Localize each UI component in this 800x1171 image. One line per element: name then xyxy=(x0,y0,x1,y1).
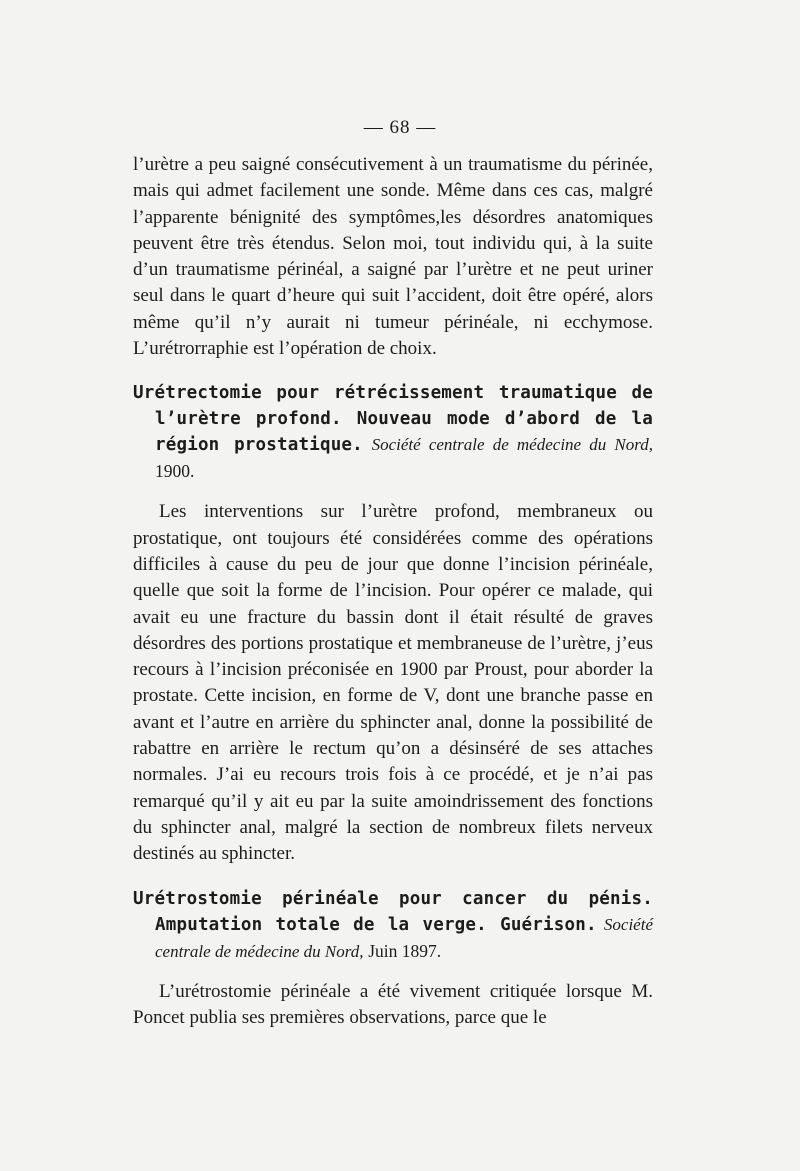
spacer xyxy=(133,485,653,499)
section-year: Juin 1897. xyxy=(368,940,442,961)
section-title: Urétrectomie pour rétrécissement traumatique de l’urètre profond. Nouveau mode d’abord de la région prostatique. xyxy=(133,383,653,456)
section-body: L’urétrostomie périnéale a été vivement critiquée lorsque M. Poncet publia ses premières observations, parce que le xyxy=(133,980,653,1028)
page-content xyxy=(133,152,653,1031)
section-uretrostomie xyxy=(133,886,653,1032)
intro-paragraph: l’urètre a peu saigné consécutivement à un traumatisme du périnée, mais qui admet facilement une sonde. Même dans ces cas, malgré l’apparente bénignité des symptômes,les désordres anatomiques peuvent être très étendus. Selon moi, tout individu qui, à la suite d’un traumatisme périnéal, a saigné par l’urètre et ne peut uriner seul dans le quart d’heure qui suit l’accident, doit être opéré, alors même qu’il n’y aurait ni tumeur périnéale, ni ecchymose. L’urétrorraphie est l’opération de choix. xyxy=(133,154,653,360)
page-number: — 68 — xyxy=(363,117,437,138)
section-source: Société centrale de médecine du Nord, xyxy=(371,435,653,455)
section-year: 1900. xyxy=(155,461,195,482)
section-heading xyxy=(133,886,653,965)
section-uretrectomie xyxy=(133,380,653,867)
section-body: Les interventions sur l’urètre profond, membraneux ou prostatique, ont toujours été considérées comme des opérations difficiles à cause du peu de jour que donne l’incision périnéale, quelle que soit la forme de l’incision. Pour opérer ce malade, qui avait eu une fracture du bassin dont il était résulté de graves désordres des portions prostatique et membraneuse de l’urètre, j’eus recours à l’incision préconisée en 1900 par Proust, pour aborder la prostate. Cette incision, en forme de V, dont une branche passe en avant et l’autre en arrière du sphincter anal, donne la possibilité de rabattre en arrière le rectum qu’on a désinséré de ses attaches normales. J’ai eu recours trois fois à ce procédé, et je n’ai pas remarqué qu’il y ait eu par la suite amoindrissement des fonctions du sphincter anal, malgré la section de nombreux filets nerveux destinés au sphincter. xyxy=(133,501,653,865)
section-heading xyxy=(133,380,653,485)
section-source: Société centrale de médecine du Nord, xyxy=(155,914,653,961)
spacer xyxy=(133,965,653,979)
section-title: Urétrostomie périnéale pour cancer du pénis. Amputation totale de la verge. Guérison. xyxy=(133,888,653,935)
